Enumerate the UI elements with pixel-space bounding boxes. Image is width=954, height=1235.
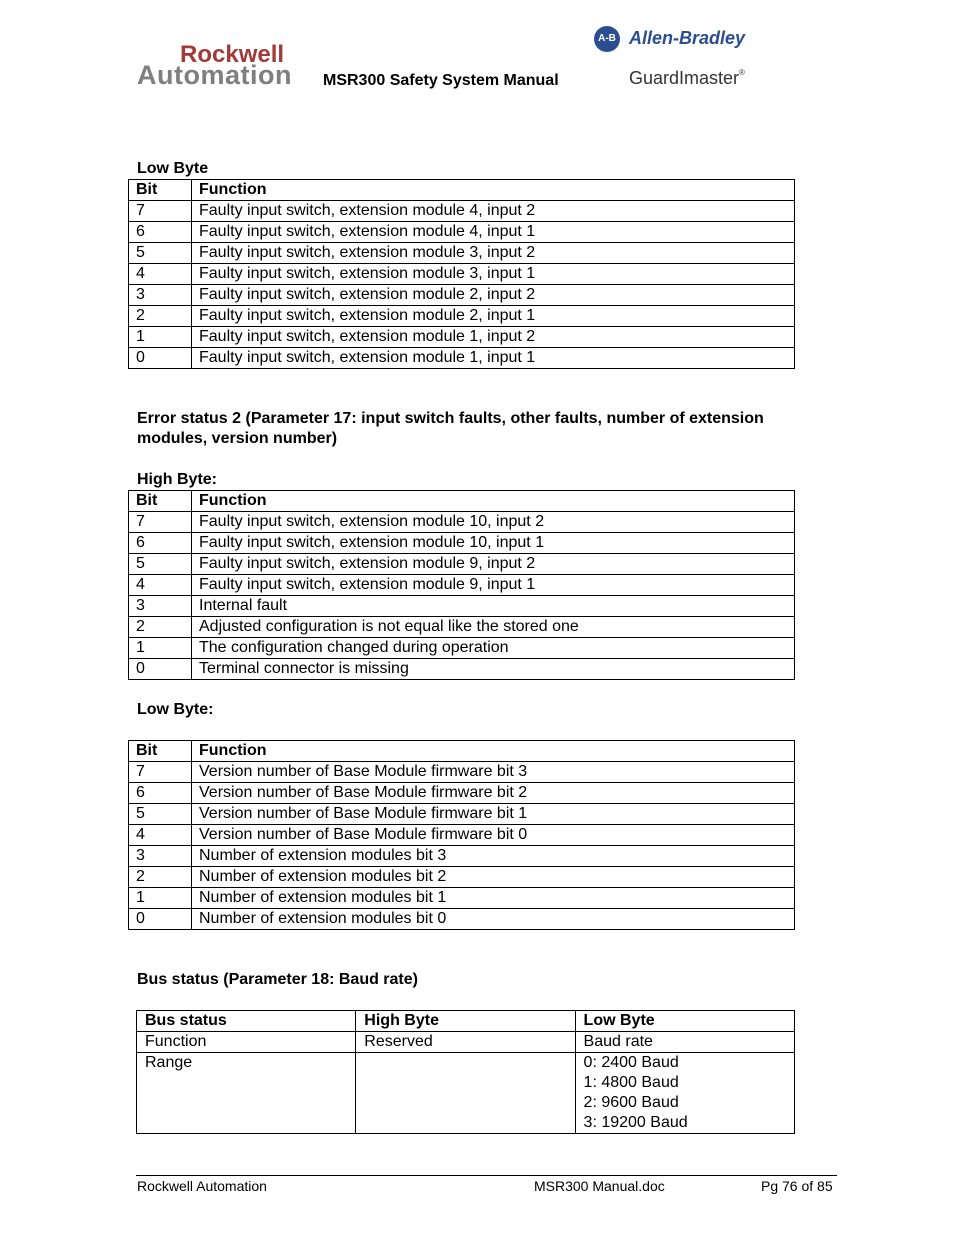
- bit-cell: 6: [129, 783, 192, 804]
- bit-cell: 2: [129, 867, 192, 888]
- table-row: [129, 285, 795, 306]
- footer-filename: MSR300 Manual.doc: [534, 1178, 665, 1194]
- high-byte-range-cell: [356, 1053, 575, 1134]
- bit-cell: 0: [129, 909, 192, 930]
- table-row: [129, 867, 795, 888]
- column-header-bus-status: Bus status: [137, 1011, 356, 1032]
- bit-cell: 1: [129, 327, 192, 348]
- function-cell: Faulty input switch, extension module 1, input 2: [192, 327, 795, 348]
- function-cell: Version number of Base Module firmware bit 1: [192, 804, 795, 825]
- baud-rate-option: 3: 19200 Baud: [583, 1114, 688, 1131]
- column-header-function: Function: [192, 741, 795, 762]
- bit-cell: 6: [129, 533, 192, 554]
- function-cell: Faulty input switch, extension module 3, input 2: [192, 243, 795, 264]
- bus-status-table: [136, 1010, 795, 1134]
- logo-line-1: Rockwell: [180, 41, 285, 68]
- column-header-function: Function: [192, 491, 795, 512]
- table-row: [137, 1053, 795, 1134]
- function-cell: Faulty input switch, extension module 2, input 2: [192, 285, 795, 306]
- table-row: [129, 575, 795, 596]
- table-row: [137, 1032, 795, 1053]
- table-row: [129, 243, 795, 264]
- function-cell: Faulty input switch, extension module 2, input 1: [192, 306, 795, 327]
- bit-cell: 0: [129, 348, 192, 369]
- table-header-row: [129, 491, 795, 512]
- error-status-2-heading-line-1: Error status 2 (Parameter 17: input switch faults, other faults, number of extension: [137, 410, 764, 427]
- baud-rate-option: 1: 4800 Baud: [583, 1074, 679, 1091]
- function-cell: Version number of Base Module firmware bit 3: [192, 762, 795, 783]
- table-row: [129, 783, 795, 804]
- low-byte-1-heading: Low Byte: [137, 160, 209, 177]
- bit-cell: 7: [129, 512, 192, 533]
- column-header-function: Function: [192, 180, 795, 201]
- table-row: [129, 327, 795, 348]
- table-row: [129, 201, 795, 222]
- guardmaster-logo: [629, 68, 745, 89]
- function-cell: The configuration changed during operation: [192, 638, 795, 659]
- function-cell: Number of extension modules bit 1: [192, 888, 795, 909]
- table-row: [129, 804, 795, 825]
- allen-bradley-logo: Allen-Bradley: [629, 28, 746, 48]
- footer-company: Rockwell Automation: [137, 1178, 267, 1194]
- table-row: [129, 888, 795, 909]
- table-header-row: [137, 1011, 795, 1032]
- bit-cell: 1: [129, 638, 192, 659]
- table-row: [129, 659, 795, 680]
- footer-divider: [136, 1175, 837, 1176]
- bit-cell: 3: [129, 596, 192, 617]
- function-cell: Number of extension modules bit 0: [192, 909, 795, 930]
- column-header-bit: Bit: [129, 491, 192, 512]
- bit-cell: 5: [129, 243, 192, 264]
- guardmaster-wordmark: GuardImaster: [629, 68, 740, 88]
- table-row: [129, 264, 795, 285]
- function-label-cell: Function: [137, 1032, 356, 1053]
- function-cell: Faulty input switch, extension module 10, input 1: [192, 533, 795, 554]
- function-cell: Faulty input switch, extension module 10, input 2: [192, 512, 795, 533]
- error-status-2-heading: [137, 409, 764, 449]
- function-cell: Number of extension modules bit 3: [192, 846, 795, 867]
- bit-cell: 0: [129, 659, 192, 680]
- bit-cell: 5: [129, 554, 192, 575]
- registered-mark: ®: [739, 68, 745, 77]
- table-row: [129, 846, 795, 867]
- high-byte-function-cell: Reserved: [356, 1032, 575, 1053]
- high-byte-table: [128, 490, 795, 680]
- table-row: [129, 596, 795, 617]
- function-cell: Version number of Base Module firmware bit 2: [192, 783, 795, 804]
- column-header-high-byte: High Byte: [356, 1011, 575, 1032]
- bit-cell: 3: [129, 846, 192, 867]
- table-row: [129, 306, 795, 327]
- function-cell: Faulty input switch, extension module 1, input 1: [192, 348, 795, 369]
- low-byte-1-table: [128, 179, 795, 369]
- low-byte-range-cell: [575, 1053, 794, 1134]
- bit-cell: 2: [129, 306, 192, 327]
- bus-status-heading: Bus status (Parameter 18: Baud rate): [137, 971, 418, 988]
- document-title: MSR300 Safety System Manual: [323, 72, 559, 89]
- column-header-low-byte: Low Byte: [575, 1011, 794, 1032]
- table-row: [129, 533, 795, 554]
- function-cell: Adjusted configuration is not equal like the stored one: [192, 617, 795, 638]
- function-cell: Internal fault: [192, 596, 795, 617]
- bit-cell: 7: [129, 201, 192, 222]
- column-header-bit: Bit: [129, 180, 192, 201]
- rockwell-automation-logo: [137, 41, 292, 90]
- baud-rate-option: 2: 9600 Baud: [583, 1094, 679, 1111]
- bit-cell: 1: [129, 888, 192, 909]
- function-cell: Faulty input switch, extension module 3, input 1: [192, 264, 795, 285]
- table-row: [129, 617, 795, 638]
- table-row: [129, 909, 795, 930]
- table-row: [129, 825, 795, 846]
- function-cell: Terminal connector is missing: [192, 659, 795, 680]
- table-row: [129, 222, 795, 243]
- function-cell: Version number of Base Module firmware bit 0: [192, 825, 795, 846]
- table-row: [129, 638, 795, 659]
- bit-cell: 4: [129, 575, 192, 596]
- function-cell: Number of extension modules bit 2: [192, 867, 795, 888]
- column-header-bit: Bit: [129, 741, 192, 762]
- bit-cell: 3: [129, 285, 192, 306]
- footer-page-number: Pg 76 of 85: [761, 1178, 833, 1194]
- bit-cell: 2: [129, 617, 192, 638]
- bit-cell: 5: [129, 804, 192, 825]
- page-header: [0, 0, 954, 110]
- bit-cell: 4: [129, 825, 192, 846]
- function-cell: Faulty input switch, extension module 9, input 2: [192, 554, 795, 575]
- table-header-row: [129, 741, 795, 762]
- bit-cell: 4: [129, 264, 192, 285]
- high-byte-heading: High Byte:: [137, 471, 217, 488]
- function-cell: Faulty input switch, extension module 4, input 2: [192, 201, 795, 222]
- low-byte-function-cell: Baud rate: [575, 1032, 794, 1053]
- error-status-2-heading-line-2: modules, version number): [137, 430, 338, 447]
- table-row: [129, 348, 795, 369]
- table-header-row: [129, 180, 795, 201]
- table-row: [129, 554, 795, 575]
- low-byte-2-heading: Low Byte:: [137, 701, 214, 718]
- logo-line-2: Automation: [137, 60, 292, 90]
- table-row: [129, 512, 795, 533]
- function-cell: Faulty input switch, extension module 4, input 1: [192, 222, 795, 243]
- allen-bradley-badge-icon: A-B: [594, 26, 620, 52]
- baud-rate-option: 0: 2400 Baud: [583, 1054, 679, 1071]
- bit-cell: 6: [129, 222, 192, 243]
- low-byte-2-table: [128, 740, 795, 930]
- bit-cell: 7: [129, 762, 192, 783]
- function-cell: Faulty input switch, extension module 9, input 1: [192, 575, 795, 596]
- table-row: [129, 762, 795, 783]
- range-label-cell: Range: [137, 1053, 356, 1134]
